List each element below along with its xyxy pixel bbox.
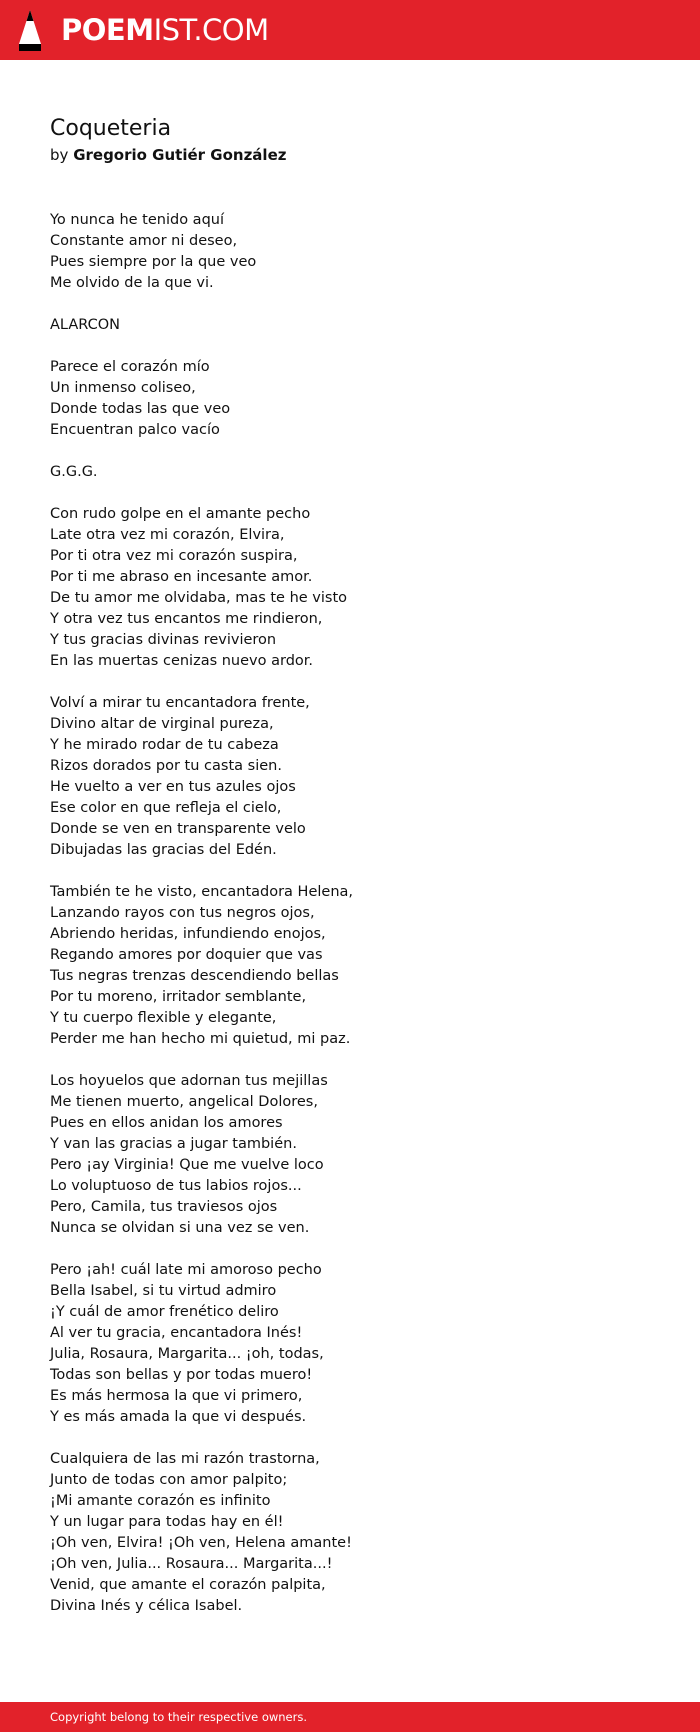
poem-line: Divino altar de virginal pureza,	[50, 716, 274, 732]
poem-stanza	[50, 1071, 650, 1239]
poem-line: Nunca se olvidan si una vez se ven.	[50, 1220, 310, 1236]
poem-line: Donde se ven en transparente velo	[50, 821, 306, 837]
poem-line: Julia, Rosaura, Margarita... ¡oh, todas,	[50, 1346, 324, 1362]
poem-line: Por ti otra vez mi corazón suspira,	[50, 548, 298, 564]
poem-stanza	[50, 1260, 650, 1428]
poem-line: Perder me han hecho mi quietud, mi paz.	[50, 1031, 351, 1047]
poem-line: Lanzando rayos con tus negros ojos,	[50, 905, 315, 921]
pencil-logo-icon	[17, 8, 43, 52]
poem-line: Es más hermosa la que vi primero,	[50, 1388, 303, 1404]
poem-line: Con rudo golpe en el amante pecho	[50, 506, 311, 522]
poem-stanza	[50, 504, 650, 672]
poem-title: Coqueteria	[50, 116, 172, 141]
poem-author[interactable]: Gregorio Gutiér González	[73, 146, 287, 164]
poem-stanza	[50, 357, 650, 441]
poem-line: Me olvido de la que vi.	[50, 275, 214, 291]
poem-line: ¡Oh ven, Elvira! ¡Oh ven, Helena amante!	[50, 1535, 352, 1551]
poem-line: Divina Inés y célica Isabel.	[50, 1598, 243, 1614]
poem-line: Me tienen muerto, angelical Dolores,	[50, 1094, 318, 1110]
poem-line: ¡Mi amante corazón es infinito	[50, 1493, 271, 1509]
logo-bold-text: POEM	[61, 12, 154, 47]
site-logo-link[interactable]	[17, 8, 269, 52]
byline-prefix: by	[50, 146, 69, 164]
poem-line: Venid, que amante el corazón palpita,	[50, 1577, 326, 1593]
poem-line: Pero, Camila, tus traviesos ojos	[50, 1199, 278, 1215]
poem-line: Y un lugar para todas hay en él!	[50, 1514, 284, 1530]
poem-line: Pero ¡ay Virginia! Que me vuelve loco	[50, 1157, 324, 1173]
poem-line: Constante amor ni deseo,	[50, 233, 238, 249]
poem-line: ALARCON	[50, 317, 120, 333]
poem-line: ¡Y cuál de amor frenético deliro	[50, 1304, 279, 1320]
poem-line: Un inmenso coliseo,	[50, 380, 196, 396]
poem-line: Cualquiera de las mi razón trastorna,	[50, 1451, 320, 1467]
poem-line: Lo voluptuoso de tus labios rojos...	[50, 1178, 302, 1194]
poem-line: Y otra vez tus encantos me rindieron,	[50, 611, 323, 627]
poem-line: Y tus gracias divinas revivieron	[50, 632, 277, 648]
poem-line: Abriendo heridas, infundiendo enojos,	[50, 926, 326, 942]
poem-line: Yo nunca he tenido aquí	[50, 212, 224, 228]
poem-line: Parece el corazón mío	[50, 359, 210, 375]
poem-line: Y van las gracias a jugar también.	[50, 1136, 297, 1152]
copyright-text: Copyright belong to their respective owners.	[50, 1710, 308, 1724]
poem-line: G.G.G.	[50, 464, 98, 480]
poem-line: Los hoyuelos que adornan tus mejillas	[50, 1073, 328, 1089]
poem-line: Rizos dorados por tu casta sien.	[50, 758, 282, 774]
poem-line: Y es más amada la que vi después.	[50, 1409, 307, 1425]
poem-line: Por tu moreno, irritador semblante,	[50, 989, 307, 1005]
poem-body	[50, 210, 650, 1617]
poem-stanza	[50, 693, 650, 861]
poem-line: Pues siempre por la que veo	[50, 254, 257, 270]
logo-light-text: IST.COM	[153, 12, 269, 47]
poem-line: Junto de todas con amor palpito;	[50, 1472, 288, 1488]
site-logo-text	[61, 12, 269, 47]
poem-line: Tus negras trenzas descendiendo bellas	[50, 968, 339, 984]
poem-line: Ese color en que refleja el cielo,	[50, 800, 282, 816]
poem-line: De tu amor me olvidaba, mas te he visto	[50, 590, 348, 606]
poem-stanza	[50, 1449, 650, 1617]
poem-line: Regando amores por doquier que vas	[50, 947, 323, 963]
poem-stanza	[50, 315, 650, 336]
poem-line: Al ver tu gracia, encantadora Inés!	[50, 1325, 303, 1341]
poem-stanza	[50, 210, 650, 294]
poem-line: Pero ¡ah! cuál late mi amoroso pecho	[50, 1262, 322, 1278]
poem-line: Todas son bellas y por todas muero!	[50, 1367, 313, 1383]
poem-line: Volví a mirar tu encantadora frente,	[50, 695, 310, 711]
poem-line: Late otra vez mi corazón, Elvira,	[50, 527, 285, 543]
poem-line: ¡Oh ven, Julia... Rosaura... Margarita...!	[50, 1556, 333, 1572]
poem-line: Por ti me abraso en incesante amor.	[50, 569, 313, 585]
poem-line: Y he mirado rodar de tu cabeza	[50, 737, 279, 753]
poem-line: También te he visto, encantadora Helena,	[50, 884, 354, 900]
poem-line: He vuelto a ver en tus azules ojos	[50, 779, 296, 795]
poem-line: Y tu cuerpo flexible y elegante,	[50, 1010, 277, 1026]
poem-line: En las muertas cenizas nuevo ardor.	[50, 653, 314, 669]
site-header	[0, 0, 700, 60]
poem-line: Pues en ellos anidan los amores	[50, 1115, 283, 1131]
poem-line: Donde todas las que veo	[50, 401, 231, 417]
site-footer	[0, 1702, 700, 1732]
poem-line: Bella Isabel, si tu virtud admiro	[50, 1283, 277, 1299]
poem-stanza	[50, 882, 650, 1050]
poem-byline	[50, 144, 650, 166]
poem-content	[50, 114, 650, 1638]
poem-stanza	[50, 462, 650, 483]
poem-line: Encuentran palco vacío	[50, 422, 220, 438]
poem-line: Dibujadas las gracias del Edén.	[50, 842, 277, 858]
